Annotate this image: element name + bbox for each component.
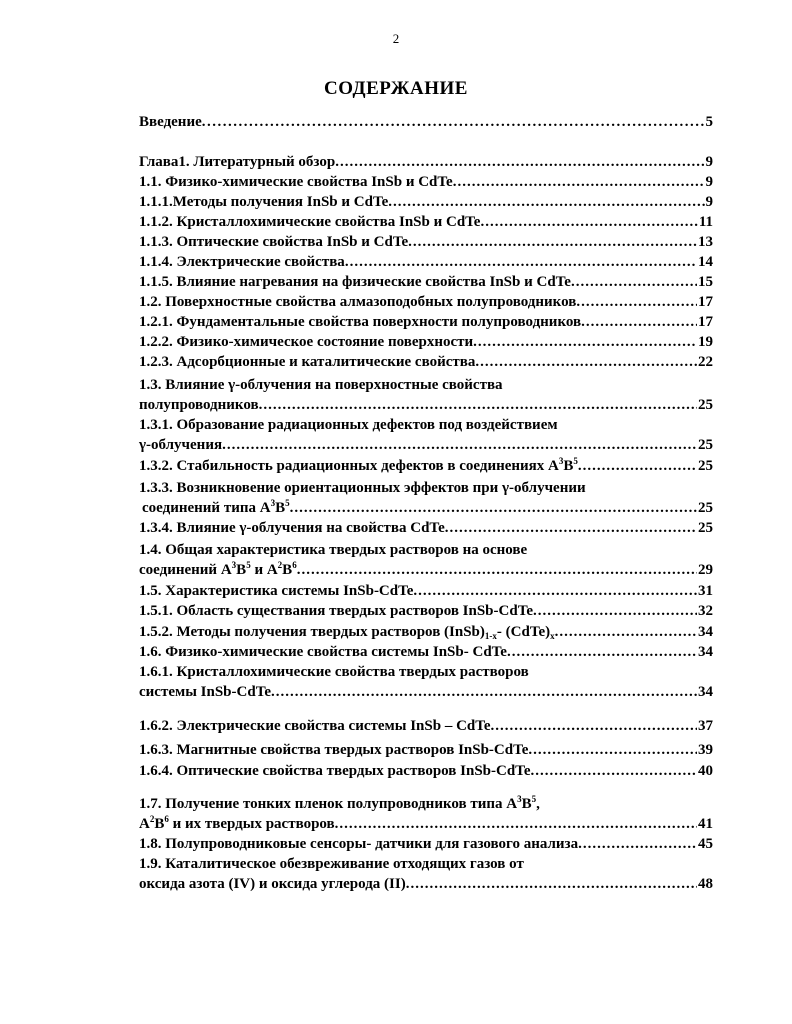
toc-entry [139, 273, 713, 293]
toc-entry [139, 602, 713, 622]
toc-page-number: 9 [705, 194, 713, 210]
toc-entry [139, 153, 713, 173]
toc-entry [139, 541, 713, 581]
toc-entry [139, 762, 713, 782]
toc-entry-text: 1.8. Полупроводниковые сенсоры- датчики для газового анализа [139, 836, 579, 852]
toc-page-number: 19 [698, 334, 713, 350]
toc-entry-text: 1.5.1. Область существания твердых растворов InSb-CdTe [139, 603, 533, 619]
toc-entry [139, 416, 713, 456]
toc-page-number: 25 [698, 397, 713, 413]
toc-page-number: 25 [698, 500, 713, 516]
toc-entry [139, 717, 713, 737]
toc-entry [139, 376, 713, 416]
toc-entry-text: 1.9. Каталитическое обезвреживание отходящих газов от [139, 856, 524, 872]
toc-entry-text: 1.6.2. Электрические свойства системы InSb – CdTe [139, 718, 491, 734]
toc-entry-text: 1.5.2. Методы получения твердых растворов $(InSb)_{1-x}-$ $(CdTe)_x$ [139, 624, 555, 641]
toc-page-number: 32 [698, 603, 713, 619]
toc-page-number: 9 [705, 154, 713, 170]
toc-entry [139, 582, 713, 602]
toc-page-number: 29 [698, 562, 713, 578]
toc-page-number: 25 [698, 520, 713, 536]
toc-entry-text: 1.6. Физико-химические свойства системы InSb- CdTe [139, 644, 507, 660]
toc-entry-introduction [139, 113, 713, 133]
toc-page-number: 14 [698, 254, 713, 270]
toc-entry-text: 1.7. Получение тонких пленок полупроводников типа $A^3B^5$, [139, 794, 540, 812]
toc-entry [139, 353, 713, 373]
toc-entry-text: 1.1.1.Методы получения InSb и CdTe [139, 194, 389, 210]
toc-page-number: 9 [705, 174, 713, 190]
toc-entry [139, 855, 713, 895]
toc-page-number: 40 [698, 763, 713, 779]
toc-entry [139, 457, 713, 477]
toc-entry [139, 795, 713, 835]
toc-page-number: 34 [698, 644, 713, 660]
toc-page-number: 41 [698, 816, 713, 832]
toc-entry-text: 1.6.1. Кристаллохимические свойства твердых растворов [139, 664, 529, 680]
toc-page-number: 34 [698, 624, 713, 640]
toc-entry-text: Глава1. Литературный обзор [139, 154, 336, 170]
toc-entry-text: 1.3.1. Образование радиационных дефектов под воздействием [139, 417, 558, 433]
toc-page-number: 34 [698, 684, 713, 700]
toc-entry-text: 1.1.2. Кристаллохимические свойства InSb и CdTe [139, 214, 481, 230]
toc-page-number: 22 [698, 354, 713, 370]
toc-page-number: 11 [698, 214, 713, 230]
toc-page-number: 39 [698, 742, 713, 758]
toc-entry [139, 663, 713, 703]
toc-entry [139, 741, 713, 761]
toc-entry-text: 1.3.2. Стабильность радиационных дефектов в соединениях $A^3B^5$ [139, 456, 578, 474]
toc-entry-text: γ-облучения [139, 437, 223, 453]
toc-entry-text: $A^2B^6$ и их твердых растворов [139, 814, 335, 832]
toc-entry [139, 293, 713, 313]
toc-page-number: 45 [698, 836, 713, 852]
toc-entry-text: 1.1.4. Электрические свойства [139, 254, 345, 270]
toc-entry [139, 313, 713, 333]
toc-page-number: 17 [698, 314, 713, 330]
toc-entry [139, 333, 713, 353]
toc-entry-text: 1.5. Характеристика системы InSb-CdTe [139, 583, 414, 599]
toc-entry [139, 623, 713, 643]
toc-entry-text: соединений $A^3B^5$ и $A^2B^6$ [139, 560, 297, 578]
page-number: 2 [392, 31, 400, 46]
toc-entry [139, 519, 713, 539]
toc-page-number: 25 [698, 437, 713, 453]
toc-page-number: 15 [698, 274, 713, 290]
toc-page-number: 17 [698, 294, 713, 310]
toc-entry [139, 193, 713, 213]
toc-entry [139, 213, 713, 233]
page-title: СОДЕРЖАНИЕ [324, 78, 468, 99]
toc-entry-text: 1.2.2. Физико-химическое состояние поверхности [139, 334, 474, 350]
toc-page-number: 5 [705, 114, 713, 130]
toc-entry-text: оксида азота (IV) и оксида углерода (II) [139, 876, 406, 892]
toc-entry-text: полупроводников [139, 397, 259, 413]
toc-page-number: 25 [698, 458, 713, 474]
toc-entry [139, 835, 713, 855]
toc-entry-text: 1.2.3. Адсорбционные и каталитические свойства [139, 354, 476, 370]
toc-entry-text: 1.3. Влияние γ-облучения на поверхностные свойства [139, 377, 503, 393]
toc-entry-text: 1.6.4. Оптические свойства твердых растворов InSb-CdTe [139, 763, 531, 779]
toc-entry [139, 253, 713, 273]
toc-entry [139, 173, 713, 193]
toc-page-number: 13 [698, 234, 713, 250]
toc-entry-text: 1.2. Поверхностные свойства алмазоподобных полупроводников [139, 294, 577, 310]
toc-entry-text: Введение [139, 114, 202, 130]
toc-entry-text: системы InSb-CdTe [139, 684, 271, 700]
toc-entry-text: 1.4. Общая характеристика твердых растворов на основе [139, 542, 528, 558]
toc-entry-text: 1.3.3. Возникновение ориентационных эффектов при γ-облучении [139, 480, 586, 496]
toc-entry-text: 1.3.4. Влияние γ-облучения на свойства CdTe [139, 520, 445, 536]
toc-entry-text: 1.1. Физико-химические свойства InSb и CdTe [139, 174, 453, 190]
toc-page-number: 37 [698, 718, 713, 734]
toc-page-number: 48 [698, 876, 713, 892]
toc-entry-text: соединений типа $A^3B^5$ [142, 498, 290, 516]
toc-entry-text: 1.1.5. Влияние нагревания на физические свойства InSb и CdTe [139, 274, 571, 290]
toc-page-number: 31 [698, 583, 713, 599]
toc-entry-text: 1.6.3. Магнитные свойства твердых растворов InSb-CdTe [139, 742, 529, 758]
toc-entry [139, 479, 713, 519]
toc-entry-text: 1.2.1. Фундаментальные свойства поверхности полупроводников [139, 314, 582, 330]
toc-entry [139, 643, 713, 663]
toc-entry [139, 233, 713, 253]
toc-entry-text: 1.1.3. Оптические свойства InSb и CdTe [139, 234, 409, 250]
